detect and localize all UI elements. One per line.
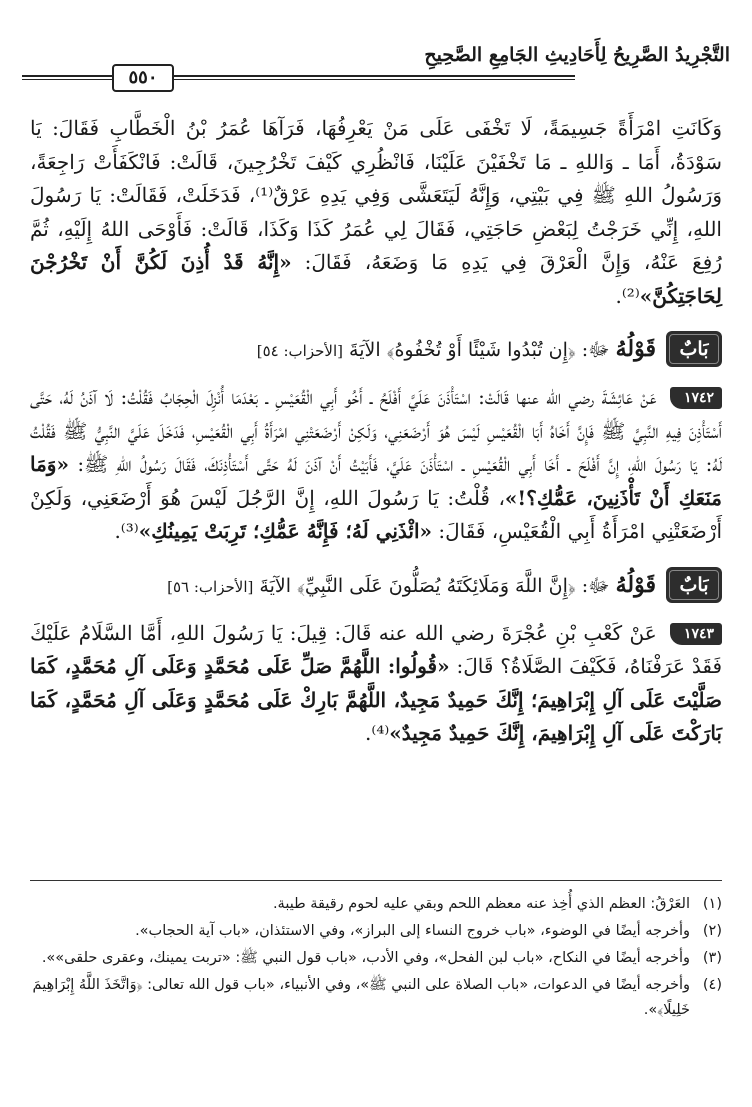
footnote-ref: ⁽²⁾.	[615, 283, 640, 308]
footnote-text: وأخرجه أيضًا في الوضوء، «باب خروج النساء إلى البراز»، وفي الاستئذان، «باب آية الحجاب».	[135, 923, 690, 939]
text-line: عَنْ عَائِشَةَ رضي الله عنها قَالَتْ: اسْتَأْذَنَ عَلَيَّ أَفْلَحُ ـ أَخُو أَبِي الْقُعَيْسِ ـ بَعْدَمَا أُنْزِلَ	[206, 385, 657, 409]
chapter-heading	[30, 327, 722, 375]
footnote-separator	[30, 880, 722, 881]
verse-reference: [الأحزاب: ٥٤]	[256, 342, 343, 360]
footnote-text: وأخرجه أيضًا في الدعوات، «باب الصلاة على النبي ﷺ»، وفي الأنبياء، «باب قول الله تعالى: ﴿وَاتَّخَذَ اللَّهُ إِبْرَاهِيمَ خَلِيلًا﴾».	[32, 977, 690, 1018]
chapter-qawluh: قَوْلُهُ	[615, 571, 656, 598]
text-line: الْحِجَابُ فَقُلْتُ: لَا آذَنُ لَهُ، حَتَّى أَسْتَأْذِنَ فِيهِ النَّبِيَّ ﷺ فَإِنَّ أَخَاهُ أَبَا الْقُعَيْسِ لَيْسَ هُوَ	[30, 385, 722, 443]
bab-label: بَابٌ	[666, 331, 722, 367]
chapter-verse: ﷻ: ﴿إِن تُبْدُوا شَيْئًا أَوْ تُخْفُوهُ﴾ الآيَةَ	[349, 339, 610, 361]
bab-label: بَابٌ	[666, 567, 722, 603]
hadith-number: ١٧٤٢	[670, 387, 722, 409]
footnote	[30, 892, 722, 917]
prophetic-quote: «إِنَّهُ قَدْ أُذِنَ لَكُنَّ أَنْ تَخْرُجْنَ لِحَاجَتِكُنَّ»	[30, 250, 722, 308]
chapter-qawluh: قَوْلُهُ	[615, 336, 656, 362]
text-line: فَأَوْحَى اللهُ إِلَيْهِ، ثُمَّ رُفِعَ عَنْهُ، وَإِنَّ الْعَرْقَ فِي يَدِهِ مَا وَضَعَهُ، فَقَالَ:	[30, 216, 722, 274]
footnote-number: (٤)	[702, 977, 722, 993]
text-line: عَنْ كَعْبِ بْنِ عُجْرَةَ رضي الله عنه قَالَ: قِيلَ: يَا رَسُولَ اللهِ، أَمَّا السَّلَامُ عَلَيْكَ فَقَدْ عَرَفْنَاهُ، فَكَيْفَ الصَّلَاةُ؟ قَالَ:	[30, 620, 723, 678]
book-title: التَّجْرِيدُ الصَّرِيحُ لِأَحَادِيثِ الجَامِعِ الصَّحِيحِ	[424, 44, 730, 66]
header-rule	[22, 75, 575, 77]
footnote-text: العَرْقُ: العظم الذي أُخِذ عنه معظم اللحم وبقي عليه لحوم رقيقة طيبة.	[272, 896, 690, 912]
text-line: ، قُلْتُ: يَا رَسُولَ اللهِ، إِنَّ الرَّجُلَ لَيْسَ هُوَ أَرْضَعَنِي، وَلَكِنْ أَرْضَعَتْنِي امْرَأَةُ أَبِي الْقُعَيْسِ، فَقَالَ:	[30, 485, 722, 543]
verse-reference: [الأحزاب: ٥٦]	[167, 577, 254, 596]
footnote-number: (٣)	[702, 950, 722, 966]
prophetic-quote: «وَمَا مَنَعَكِ أَنْ تَأْذَنِينَ، عَمُّكِ؟!»	[30, 452, 722, 510]
footnote-ref: ⁽⁴⁾.	[365, 721, 390, 745]
paragraph-top	[30, 112, 722, 313]
page-header	[22, 44, 730, 88]
text-line: يَا رَسُولَ اللهِ، إِنِّي خَرَجْتُ لِبَعْضِ حَاجَتِي، فَقَالَ لِي عُمَرُ كَذَا وَكَذَا، قَالَتْ:	[30, 183, 722, 241]
text-line: يَا رَسُولَ اللهِ، إِنَّ أَفْلَحَ ـ أَخَا أَبِي الْقُعَيْسِ ـ اسْتَأْذَنَ عَلَيَّ، فَأَبَيْتُ أَنْ آذَنَ لَهُ حَتَّى	[256, 452, 698, 476]
hadith-1743	[30, 617, 722, 751]
hadith-number: ١٧٤٣	[670, 623, 722, 645]
main-text	[30, 112, 722, 751]
footnote	[30, 919, 722, 944]
footnote	[30, 973, 722, 1023]
chapter-title	[257, 333, 656, 369]
footnote-number: (١)	[702, 896, 722, 912]
footnote-ref: ⁽³⁾.	[114, 519, 139, 543]
prophetic-quote: «قُولُوا: اللَّهُمَّ صَلِّ عَلَى مُحَمَّدٍ وَعَلَى آلِ مُحَمَّدٍ، كَمَا صَلَّيْتَ عَلَى آلِ إِبْرَاهِيمَ؛ إِنَّكَ حَمِيدٌ مَجِيدٌ، اللَّهُمَّ بَارِكْ عَلَى مُحَمَّدٍ وَعَلَى آلِ مُحَمَّدٍ، كَمَا بَارَكْتَ عَلَى آلِ إِبْرَاهِيمَ، إِنَّكَ حَمِيدٌ مَجِيدٌ»	[30, 654, 722, 745]
chapter-verse: ﷻ: ﴿إِنَّ اللَّهَ وَمَلَائِكَتَهُ يُصَلُّونَ عَلَى النَّبِيِّ﴾ الآيَةَ	[259, 574, 610, 597]
footnote-text: وأخرجه أيضًا في النكاح، «باب لبن الفحل»، وفي الأدب، «باب قول النبي ﷺ: «تربت يمينك، وعقرى حلقى»».	[41, 950, 690, 966]
chapter-heading	[30, 563, 722, 611]
footnote	[30, 946, 722, 971]
page-number: ٥٥٠	[112, 64, 174, 92]
chapter-title	[167, 569, 656, 605]
text-line: أَسْتَأْذِنَكَ، فَقَالَ رَسُولُ اللهِ ﷺ:	[77, 452, 249, 476]
header-rule-thin	[22, 79, 575, 80]
prophetic-quote: «ائْذَنِي لَهُ؛ فَإِنَّهُ عَمُّكِ؛ تَرِبَتْ يَمِينُكِ»	[138, 519, 433, 543]
hadith-1742	[30, 381, 722, 549]
text-line: رَاجِعَةً، وَرَسُولُ اللهِ ﷺ فِي بَيْتِي، وَإِنَّهُ لَيَتَعَشَّى وَفِي يَدِهِ عَرْقٌ⁽¹⁾، فَدَخَلَتْ، فَقَالَتْ:	[30, 149, 722, 207]
footnotes	[30, 892, 722, 1025]
text-line: يَا سَوْدَةُ، أَمَا ـ وَاللهِ ـ مَا تَخْفَيْنَ عَلَيْنَا، فَانْظُرِي كَيْفَ تَخْرُجِينَ، قَالَتْ: فَانْكَفَأَتْ	[30, 116, 722, 174]
text-line: وَكَانَتِ امْرَأَةً جَسِيمَةً، لَا تَخْفَى عَلَى مَنْ يَعْرِفُهَا، فَرَآهَا عُمَرُ بْنُ الْخَطَّابِ فَقَالَ:	[52, 116, 722, 140]
footnote-number: (٢)	[702, 923, 722, 939]
text-line: أَرْضَعَنِي، وَلَكِنْ أَرْضَعَتْنِي امْرَأَةُ أَبِي الْقُعَيْسِ، فَدَخَلَ عَلَيَّ النَّبِيُّ ﷺ فَقُلْتُ لَهُ:	[30, 418, 723, 476]
